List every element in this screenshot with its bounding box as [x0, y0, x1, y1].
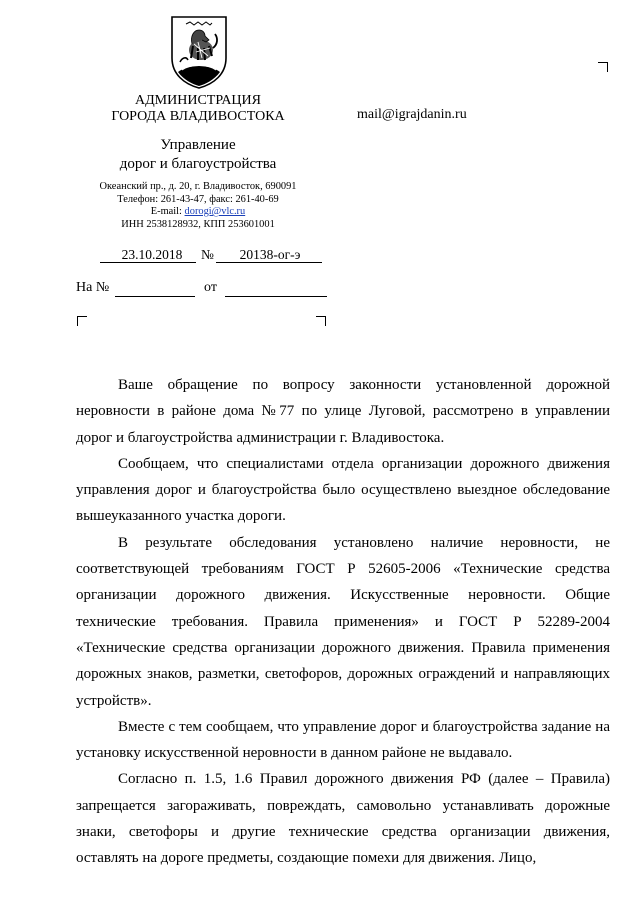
- incoming-date-blank: [225, 295, 327, 297]
- paragraph: В результате обследования установлено наличие неровности, не соответствующей требованиям ГОСТ Р 52605-2006 «Технические средства организации дорожного движения. Искусственные неровности. Общие технические требования. Правила применения» и ГОСТ Р 52289-2004 «Технические средства организации дорожного движения. Правила применения дорожных знаков, разметки, светофоров, дорожных ограждений и направляющих устройств».: [76, 534, 610, 709]
- incoming-number-label: На №: [76, 280, 110, 295]
- phone-fax: Телефон: 261-43-47, факс: 261-40-69: [117, 194, 279, 205]
- coat-of-arms-icon: [168, 14, 230, 90]
- corner-mark-address-left: [77, 316, 87, 326]
- corner-mark-address-right: [316, 316, 326, 326]
- department-line2: дорог и благоустройства: [119, 156, 277, 172]
- corner-mark-top-right: [598, 62, 608, 72]
- email-line: [68, 206, 328, 219]
- incoming-number-blank: [115, 295, 195, 297]
- department-name: [88, 136, 308, 174]
- email-link[interactable]: dorogi@vlc.ru: [184, 206, 246, 217]
- recipient-email: mail@igrajdanin.ru: [357, 107, 467, 122]
- incoming-from-label: от: [204, 280, 217, 295]
- paragraph: Сообщаем, что специалистами отдела организации дорожного движения управления дорог и благоустройства было осуществлено выездное обследование вышеуказанного участка дороги.: [76, 455, 610, 525]
- org-name-line1: АДМИНИСТРАЦИЯ: [135, 93, 261, 108]
- paragraph: Вместе с тем сообщаем, что управление дорог и благоустройства задание на установку искусственной неровности в данном районе не выдавало.: [76, 718, 610, 762]
- department-line1: Управление: [160, 137, 236, 153]
- number-sign: №: [201, 247, 214, 262]
- org-name-line2: ГОРОДА ВЛАДИВОСТОКА: [111, 109, 285, 124]
- number-underline: [216, 261, 322, 263]
- outgoing-date: 23.10.2018: [121, 247, 183, 262]
- address: Океанский пр., д. 20, г. Владивосток, 690091: [99, 181, 297, 192]
- date-underline: [100, 261, 196, 263]
- outgoing-number: 20138-ог-э: [239, 247, 301, 262]
- paragraph: Ваше обращение по вопросу законности установленной дорожной неровности в районе дома №77 по улице Луговой, рассмотрено в управлении дорог и благоустройства администрации г. Владивостока.: [76, 377, 610, 446]
- inn-kpp: ИНН 2538128932, КПП 253601001: [121, 219, 275, 230]
- email-label: E-mail:: [150, 206, 185, 217]
- paragraph: Согласно п. 1.5, 1.6 Правил дорожного движения РФ (далее – Правила) запрещается загораживать, повреждать, самовольно устанавливать дорожные знаки, светофоры и другие технические средства организации движения, оставлять на дороге предметы, создающие помехи для движения. Лицо,: [76, 771, 610, 867]
- letter-body: [76, 372, 610, 872]
